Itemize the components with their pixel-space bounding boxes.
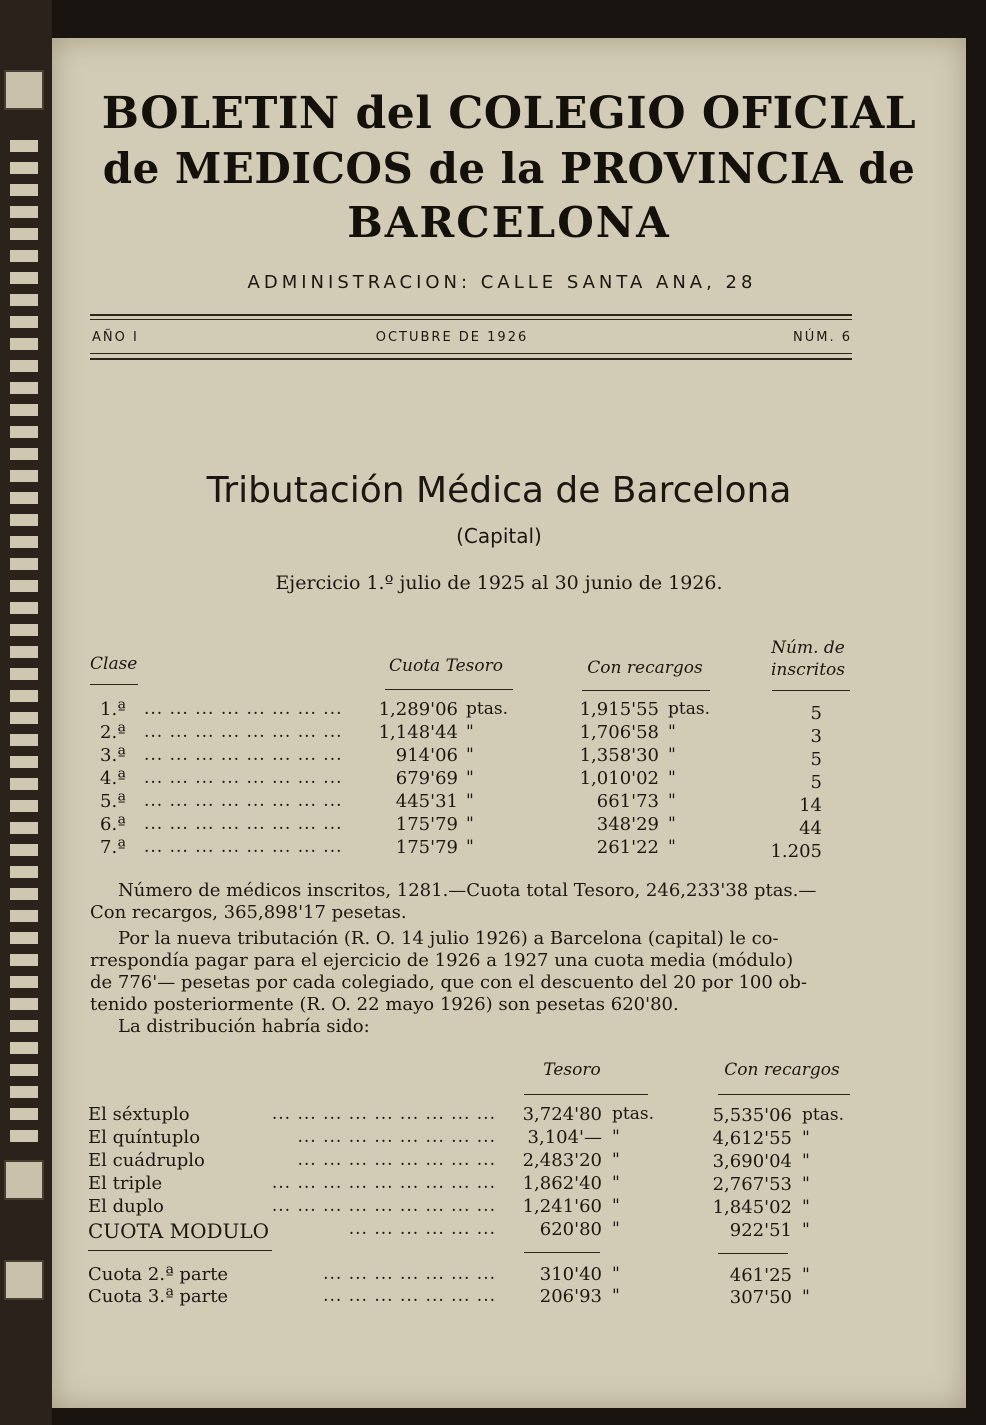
section-rule-tesoro: [524, 1252, 600, 1253]
dist-row-recargos: 1,845'02: [712, 1197, 792, 1218]
row-num-inscritos: 14: [799, 795, 822, 816]
dist-row-recargos-unit: ": [802, 1151, 810, 1171]
paragraph-2-line-3: de 776'— pesetas por cada colegiado, que con el descuento del 20 por 100 ob-: [90, 972, 807, 993]
dist-row-label: El séxtuplo: [88, 1104, 190, 1125]
dist-row-recargos: 3,690'04: [712, 1151, 792, 1172]
col-header-num-1: Núm. de: [771, 638, 845, 658]
header-underline-recargos: [582, 690, 710, 691]
binding-ornament-mid: [4, 1160, 44, 1200]
dist-row-recargos: 307'50: [729, 1287, 792, 1308]
dist-row-tesoro: 3,104'—: [527, 1127, 602, 1148]
row-con-recargos: 1,915'55: [579, 699, 659, 720]
row-clase: 6.ª: [100, 814, 126, 835]
row-clase: 7.ª: [100, 837, 126, 858]
dist-row-label: El triple: [88, 1173, 163, 1194]
col-header-clase: Clase: [90, 654, 138, 674]
header-rule-top: [90, 314, 852, 316]
row-leader-dots: ... ... ... ... ... ... ... ...: [144, 837, 343, 857]
paragraph-1-line-1: Número de médicos inscritos, 1281.—Cuota total Tesoro, 246,233'38 ptas.—: [118, 880, 817, 901]
article-title: Tributación Médica de Barcelona: [206, 470, 792, 511]
row-cuota-unit: ": [466, 768, 474, 788]
header-rule-bottom-thin: [90, 353, 852, 354]
issue-date: OCTUBRE DE 1926: [375, 330, 529, 345]
dist-row-tesoro-unit: ": [612, 1196, 620, 1216]
row-recargos-unit: ": [668, 791, 676, 811]
header-underline-cuota: [385, 689, 513, 690]
row-leader-dots: ... ... ... ... ... ... ... ...: [144, 722, 343, 742]
dist-row-tesoro-unit: ": [612, 1173, 620, 1193]
col-header-con-recargos: Con recargos: [587, 658, 703, 678]
row-cuota-unit: ": [466, 814, 474, 834]
row-con-recargos: 1,706'58: [579, 722, 659, 743]
dist-row-recargos-unit: ": [802, 1174, 810, 1194]
row-leader-dots: ... ... ... ... ... ... ... ...: [144, 768, 343, 788]
dist-row-dots: ... ... ... ... ... ... ... ...: [297, 1127, 496, 1147]
dist-row-dots: ... ... ... ... ... ... ...: [323, 1264, 496, 1284]
dist-row-tesoro: 3,724'80: [522, 1104, 602, 1125]
book-binding: [0, 0, 52, 1425]
row-leader-dots: ... ... ... ... ... ... ... ...: [144, 814, 343, 834]
dist-row-recargos: 5,535'06: [712, 1105, 792, 1126]
dist-row-recargos-unit: ": [802, 1287, 810, 1307]
col-header-cuota-tesoro: Cuota Tesoro: [389, 656, 503, 676]
row-recargos-unit: ptas.: [668, 699, 710, 719]
dist-row-label: El quíntuplo: [88, 1127, 201, 1148]
paragraph-2-line-2: rrespondía pagar para el ejercicio de 1926 a 1927 una cuota media (módulo): [90, 950, 794, 971]
dist-row-recargos: 922'51: [729, 1220, 792, 1241]
administration-address: ADMINISTRACION: CALLE SANTA ANA, 28: [247, 272, 757, 293]
dist-row-dots: ... ... ... ... ... ... ... ... ...: [271, 1104, 496, 1124]
row-cuota-tesoro: 679'69: [395, 768, 458, 789]
paragraph-3: La distribución habría sido:: [118, 1016, 370, 1037]
header-underline-tesoro: [524, 1094, 648, 1095]
row-cuota-unit: ": [466, 837, 474, 857]
header-rule-bottom: [90, 358, 852, 360]
dist-row-recargos-unit: ": [802, 1220, 810, 1240]
dist-row-label: Cuota 2.ª parte: [88, 1264, 229, 1285]
row-clase: 4.ª: [100, 768, 126, 789]
header-rule-top-thin: [90, 319, 852, 320]
row-recargos-unit: ": [668, 722, 676, 742]
fiscal-period: Ejercicio 1.º julio de 1925 al 30 junio de 1926.: [275, 572, 723, 594]
issue-year: AÑO I: [92, 330, 139, 345]
row-con-recargos: 1,010'02: [579, 768, 659, 789]
dist-row-dots: ... ... ... ... ... ... ... ... ...: [271, 1173, 496, 1193]
dist-row-recargos-unit: ptas.: [802, 1105, 844, 1125]
dist-row-label: CUOTA MODULO: [88, 1219, 270, 1243]
row-num-inscritos: 44: [799, 818, 822, 839]
dist-row-dots: ... ... ... ... ... ... ... ...: [297, 1150, 496, 1170]
row-cuota-tesoro: 175'79: [395, 814, 458, 835]
row-num-inscritos: 5: [810, 703, 822, 724]
dist-row-tesoro: 310'40: [539, 1264, 602, 1285]
binding-scroll-pattern: [10, 130, 38, 1150]
binding-ornament-bottom: [4, 1260, 44, 1300]
document-page: [52, 38, 966, 1408]
row-cuota-unit: ": [466, 745, 474, 765]
masthead-line-2: de MEDICOS de la PROVINCIA de: [102, 144, 916, 193]
masthead-line-1: BOLETIN del COLEGIO OFICIAL: [101, 88, 917, 139]
section-rule-recargos: [718, 1253, 788, 1254]
row-con-recargos: 661'73: [596, 791, 659, 812]
row-recargos-unit: ": [668, 768, 676, 788]
row-cuota-tesoro: 445'31: [395, 791, 458, 812]
row-clase: 3.ª: [100, 745, 126, 766]
dist-row-recargos-unit: ": [802, 1128, 810, 1148]
row-leader-dots: ... ... ... ... ... ... ... ...: [144, 745, 343, 765]
header-underline-num: [772, 690, 850, 691]
dist-row-tesoro: 206'93: [539, 1286, 602, 1307]
row-cuota-tesoro: 1,148'44: [378, 722, 458, 743]
dist-row-label: Cuota 3.ª parte: [88, 1286, 229, 1307]
paragraph-1-line-2: Con recargos, 365,898'17 pesetas.: [90, 902, 407, 923]
dist-row-tesoro: 1,241'60: [522, 1196, 602, 1217]
row-num-inscritos: 5: [810, 749, 822, 770]
dist-row-recargos: 4,612'55: [712, 1128, 792, 1149]
row-num-inscritos: 3: [810, 726, 822, 747]
dist-row-tesoro: 1,862'40: [522, 1173, 602, 1194]
row-con-recargos: 261'22: [596, 837, 659, 858]
row-clase: 1.ª: [100, 699, 126, 720]
row-cuota-tesoro: 914'06: [395, 745, 458, 766]
row-leader-dots: ... ... ... ... ... ... ... ...: [144, 791, 343, 811]
dist-row-tesoro: 620'80: [539, 1219, 602, 1240]
row-clase: 5.ª: [100, 791, 126, 812]
header-underline-recargos-2: [718, 1094, 850, 1095]
dist-row-label: El duplo: [88, 1196, 164, 1217]
col-header-tesoro: Tesoro: [543, 1060, 601, 1080]
dist-row-tesoro-unit: ": [612, 1264, 620, 1284]
row-clase: 2.ª: [100, 722, 126, 743]
dist-row-tesoro: 2,483'20: [522, 1150, 602, 1171]
row-con-recargos: 348'29: [596, 814, 659, 835]
row-cuota-tesoro: 175'79: [395, 837, 458, 858]
dist-row-dots: ... ... ... ... ... ... ... ... ...: [271, 1196, 496, 1216]
dist-row-recargos-unit: ": [802, 1197, 810, 1217]
dist-row-tesoro-unit: ": [612, 1286, 620, 1306]
row-cuota-unit: ptas.: [466, 699, 508, 719]
row-num-inscritos: 5: [810, 772, 822, 793]
paragraph-2-line-4: tenido posteriormente (R. O. 22 mayo 1926) son pesetas 620'80.: [90, 994, 679, 1015]
issue-number: NÚM. 6: [793, 330, 852, 345]
row-con-recargos: 1,358'30: [579, 745, 659, 766]
header-underline-clase: [90, 684, 138, 685]
col-header-num-2: inscritos: [771, 660, 845, 680]
dist-row-tesoro-unit: ": [612, 1219, 620, 1239]
dist-row-dots: ... ... ... ... ... ...: [348, 1219, 496, 1239]
row-recargos-unit: ": [668, 745, 676, 765]
dist-row-recargos-unit: ": [802, 1265, 810, 1285]
dist-row-tesoro-unit: ": [612, 1127, 620, 1147]
row-recargos-unit: ": [668, 814, 676, 834]
section-rule-labels: [88, 1250, 272, 1251]
row-cuota-tesoro: 1,289'06: [378, 699, 458, 720]
paragraph-2-line-1: Por la nueva tributación (R. O. 14 julio 1926) a Barcelona (capital) le co-: [118, 928, 779, 949]
row-cuota-unit: ": [466, 722, 474, 742]
binding-ornament-top: [4, 70, 44, 110]
dist-row-recargos: 2,767'53: [712, 1174, 792, 1195]
dist-row-dots: ... ... ... ... ... ... ...: [323, 1286, 496, 1306]
dist-row-tesoro-unit: ptas.: [612, 1104, 654, 1124]
row-cuota-unit: ": [466, 791, 474, 811]
masthead-line-3: BARCELONA: [347, 198, 671, 247]
row-num-inscritos: 1.205: [770, 841, 822, 862]
col-header-con-recargos-2: Con recargos: [724, 1060, 840, 1080]
row-leader-dots: ... ... ... ... ... ... ... ...: [144, 699, 343, 719]
article-subtitle: (Capital): [456, 524, 542, 548]
dist-row-recargos: 461'25: [729, 1265, 792, 1286]
dist-row-tesoro-unit: ": [612, 1150, 620, 1170]
dist-row-label: El cuádruplo: [88, 1150, 205, 1171]
row-recargos-unit: ": [668, 837, 676, 857]
